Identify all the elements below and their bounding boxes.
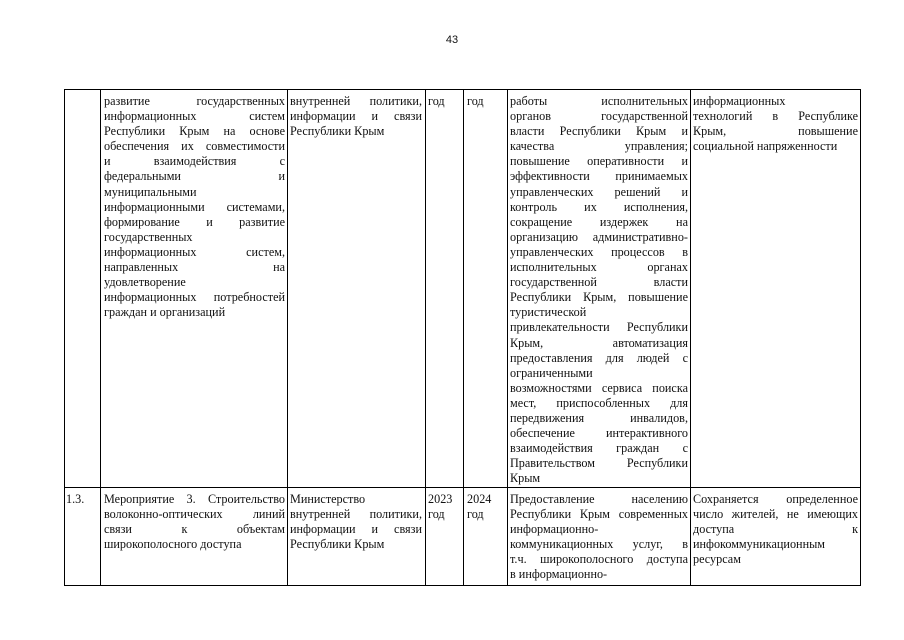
row1-end [467, 94, 505, 109]
cell-line: Крым, повышение [693, 124, 858, 139]
cell-line: волоконно-оптических линий [104, 507, 285, 522]
cell-line: туристической [510, 305, 587, 320]
row2-consequence [693, 492, 858, 567]
cell-line: инфокоммуникационным [693, 537, 825, 552]
cell-line: удовлетворение [104, 275, 186, 290]
cell-line: Крым, автоматизация [510, 335, 688, 350]
row2-description [104, 492, 285, 552]
cell-line: ограниченными [510, 365, 593, 380]
cell-line: 2023 [428, 492, 453, 506]
cell-line: в информационно- [510, 567, 608, 582]
cell-line: сокращение издержек на [510, 214, 688, 229]
cell-line: повышение оперативности и [510, 154, 688, 169]
row2-start [428, 492, 462, 522]
cell-line: мест, приспособленных для [510, 395, 688, 410]
cell-line: год [428, 507, 445, 522]
cell-line: внутренней политики, [290, 94, 422, 108]
cell-line: информационными системами, [104, 199, 285, 214]
cell-line: управленческих процессов в [510, 244, 688, 259]
cell-line: качества управления; [510, 139, 688, 154]
cell-line: Сохраняется определенное [693, 492, 858, 506]
cell-line: муниципальными [104, 184, 197, 199]
cell-line: информационных потребностей [104, 290, 285, 305]
row1-consequence [693, 94, 858, 154]
cell-line: контроль их исполнения, [510, 199, 688, 214]
cell-line: Республики Крым [290, 537, 385, 552]
cell-line: год [467, 94, 484, 108]
cell-line: управленческих решений и [510, 184, 688, 199]
cell-line: направленных на [104, 260, 285, 275]
cell-line: информации и связи [290, 109, 422, 124]
cell-line: исполнительных органах [510, 260, 688, 275]
cell-line: Предоставление населению [510, 492, 688, 506]
row1-description [104, 94, 285, 320]
cell-line: органов государственной [510, 109, 688, 124]
cell-line: число жителей, не имеющих [693, 507, 858, 522]
cell-line: обеспечения их совместимости [104, 139, 285, 154]
row2-end [467, 492, 505, 522]
cell-line: Республики Крым современных [510, 507, 688, 522]
cell-line: государственных [104, 229, 193, 244]
page-number: 43 [445, 34, 459, 46]
cell-line: власти Республики Крым и [510, 124, 688, 139]
cell-line: широкополосного доступа [104, 537, 242, 552]
cell-line: т.ч. широкополосного доступа [510, 552, 688, 567]
cell-line: Правительством Республики [510, 456, 688, 471]
cell-line: 1.3. [66, 492, 85, 506]
cell-line: передвижения инвалидов, [510, 410, 688, 425]
cell-line: информации и связи [290, 522, 422, 537]
cell-line: Крым [510, 471, 541, 486]
cell-line: 2024 [467, 492, 492, 506]
cell-line: Республики Крым [290, 124, 385, 139]
cell-line: и взаимодействия с [104, 154, 285, 169]
cell-line: развитие государственных [104, 94, 285, 108]
cell-line: коммуникационных услуг, в [510, 537, 688, 552]
cell-line: обеспечение интерактивного [510, 426, 688, 441]
cell-line: технологий в Республике [693, 109, 858, 124]
cell-line: внутренней политики, [290, 507, 422, 522]
cell-line: связи к объектам [104, 522, 285, 537]
cell-line: доступа к [693, 522, 858, 537]
row1-start [428, 94, 462, 109]
cell-line: эффективности принимаемых [510, 169, 688, 184]
row2-executor [290, 492, 422, 552]
cell-line: граждан и организаций [104, 305, 226, 320]
cell-line: федеральными и [104, 169, 285, 184]
row2-num [66, 492, 98, 507]
cell-line: организацию административно- [510, 229, 688, 244]
cell-line: год [467, 507, 484, 522]
cell-line: информационных [693, 94, 786, 108]
cell-line: Мероприятие 3. Строительство [104, 492, 285, 506]
cell-line: Республики Крым на основе [104, 124, 285, 139]
cell-line: информационных систем [104, 109, 285, 124]
cell-line: работы исполнительных [510, 94, 688, 108]
cell-line: взаимодействия граждан с [510, 441, 688, 456]
cell-line: Республики Крым, повышение [510, 290, 688, 305]
cell-line: социальной напряженности [693, 139, 838, 154]
row1-executor [290, 94, 422, 139]
cell-line: государственной власти [510, 275, 688, 290]
cell-line: информационных систем, [104, 244, 285, 259]
cell-line: предоставления для людей с [510, 350, 688, 365]
cell-line: Министерство [290, 492, 366, 506]
cell-line: ресурсам [693, 552, 741, 567]
cell-line: информационно- [510, 522, 599, 537]
cell-line: год [428, 94, 445, 108]
row1-result [510, 94, 688, 486]
cell-line: привлекательности Республики [510, 320, 688, 335]
cell-line: возможностями сервиса поиска [510, 380, 688, 395]
cell-line: формирование и развитие [104, 214, 285, 229]
row2-result [510, 492, 688, 583]
